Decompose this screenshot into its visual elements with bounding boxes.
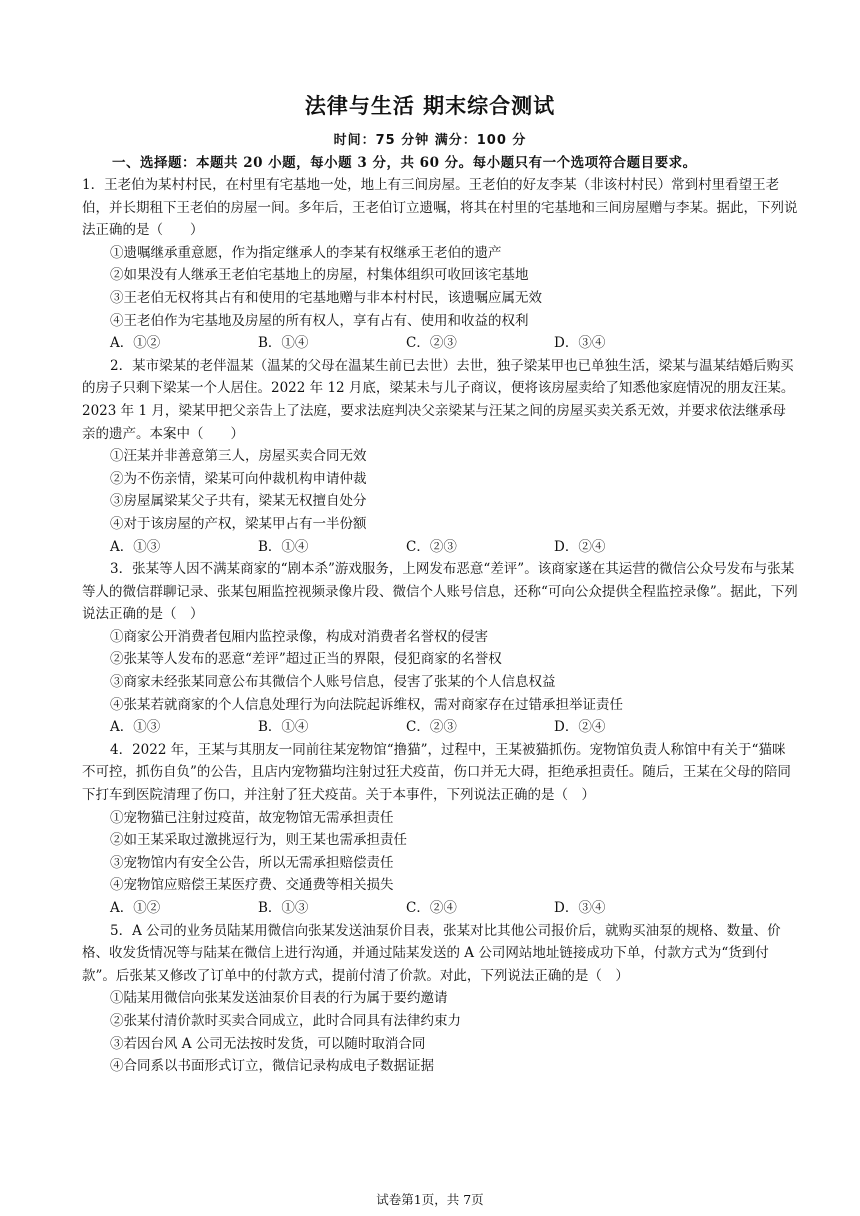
statement-3: ③宠物馆内有安全公告，所以无需承担赔偿责任 bbox=[110, 854, 394, 871]
statement-4: ④张某若就商家的个人信息处理行为向法院起诉维权，需对商家存在过错承担举证责任 bbox=[110, 696, 623, 713]
choice-c: C．②③ bbox=[406, 719, 457, 736]
statement-1: ①汪某并非善意第三人，房屋买卖合同无效 bbox=[110, 448, 367, 465]
question-stem: 4．2022 年，王某与其朋友一同前往某宠物馆“撸猫”，过程中，王某被猫抓伤。宠物馆负责人称馆中有关于“猫咪不可控，抓伤自负”的公告，且店内宠物猫均注射过狂犬疫苗，伤口并无大碍，拒绝承担责任。随后，王某在父母的陪同下打车到医院清理了伤口，并注射了狂犬疫苗。关于本事件，下列说法正确的是（ ） bbox=[82, 741, 791, 804]
statement-2: ②张某付清价款时买卖合同成立，此时合同具有法律约束力 bbox=[110, 1012, 461, 1029]
statement-3: ③王老伯无权将其占有和使用的宅基地赠与非本村村民，该遗嘱应属无效 bbox=[110, 289, 542, 306]
choice-a: A．①② bbox=[110, 900, 161, 916]
choice-a: A．①③ bbox=[110, 719, 161, 736]
statement-1: ①陆某用微信向张某发送油泵价目表的行为属于要约邀请 bbox=[110, 990, 448, 1007]
question-stem: 1．王老伯为某村村民，在村里有宅基地一处，地上有三间房屋。王老伯的好友李某（非该村村民）常到村里看望王老伯，并长期租下王老伯的房屋一间。多年后，王老伯订立遗嘱，将其在村里的宅基地和三间房屋赠与李某。据此，下列说法正确的是（ ） bbox=[82, 177, 798, 239]
question-3 bbox=[82, 558, 798, 739]
choice-d: D．③④ bbox=[554, 335, 606, 352]
statement-3: ③若因台风 A 公司无法按时发货，可以随时取消合同 bbox=[110, 1035, 426, 1052]
question-4 bbox=[82, 739, 798, 920]
answer-choices bbox=[82, 332, 798, 355]
page-footer: 试卷第1页，共 7页 bbox=[376, 1192, 484, 1207]
choice-b: B．①③ bbox=[258, 900, 309, 916]
choice-c: C．②④ bbox=[406, 900, 457, 916]
choice-d: D．②④ bbox=[554, 538, 606, 555]
answer-choices bbox=[82, 536, 798, 559]
question-list bbox=[82, 174, 798, 1078]
section-heading: 一、选择题：本题共 20 小题，每小题 3 分，共 60 分。每小题只有一个选项符合题目要求。 bbox=[112, 155, 697, 171]
answer-choices bbox=[82, 897, 798, 920]
statement-4: ④王老伯作为宅基地及房屋的所有权人，享有占有、使用和收益的权利 bbox=[110, 312, 529, 329]
choice-b: B．①④ bbox=[258, 335, 309, 352]
question-2 bbox=[82, 355, 798, 558]
statement-1: ①商家公开消费者包厢内监控录像，构成对消费者名誉权的侵害 bbox=[110, 628, 488, 645]
question-stem: 5．A 公司的业务员陆某用微信向张某发送油泵价目表，张某对比其他公司报价后，就购买油泵的规格、数量、价格、收发货情况等与陆某在微信上进行沟通，并通过陆某发送的 A 公司网站地址链接成功下单，付款方式为“货到付款”。后张某又修改了订单中的付款方式，提前付清了价款。对此，下列说法正确的是（ ） bbox=[82, 922, 781, 984]
question-stem: 3．张某等人因不满某商家的“剧本杀”游戏服务，上网发布恶意“差评”。该商家遂在其运营的微信公众号发布与张某等人的微信群聊记录、张某包厢监控视频录像片段、微信个人账号信息，还称“可向公众提供全程监控录像”。据此，下列说法正确的是（ ） bbox=[82, 561, 798, 623]
question-1 bbox=[82, 174, 798, 355]
statement-4: ④宠物馆应赔偿王某医疗费、交通费等相关损失 bbox=[110, 877, 394, 894]
statement-4: ④对于该房屋的产权，梁某甲占有一半份额 bbox=[110, 515, 367, 532]
choice-d: D．③④ bbox=[554, 900, 606, 916]
statement-1: ①遗嘱继承重意愿，作为指定继承人的李某有权继承王老伯的遗产 bbox=[110, 244, 502, 261]
choice-b: B．①④ bbox=[258, 719, 309, 736]
statement-2: ②为不伤亲情，梁某可向仲裁机构申请仲裁 bbox=[110, 470, 367, 487]
choice-d: D．②④ bbox=[554, 719, 606, 736]
statement-3: ③商家未经张某同意公布其微信个人账号信息，侵害了张某的个人信息权益 bbox=[110, 674, 556, 691]
statement-2: ②张某等人发布的恶意“差评”超过正当的界限，侵犯商家的名誉权 bbox=[110, 651, 502, 668]
choice-a: A．①③ bbox=[110, 538, 161, 555]
statement-1: ①宠物猫已注射过疫苗，故宠物馆无需承担责任 bbox=[110, 809, 394, 826]
page-title: 法律与生活 期末综合测试 bbox=[304, 94, 556, 118]
question-5 bbox=[82, 920, 798, 1078]
statement-2: ②如王某采取过激挑逗行为，则王某也需承担责任 bbox=[110, 832, 407, 849]
question-stem: 2．某市梁某的老伴温某（温某的父母在温某生前已去世）去世，独子梁某甲也已单独生活，梁某与温某结婚后购买的房子只剩下梁某一个人居住。2022 年 12 月底，梁某未与儿子商议，便将该房屋卖给了知悉他家庭情况的朋友汪某。2023 年 1 月，梁某甲把父亲告上了法庭，要求法庭判决父亲梁某与汪某之间的房屋买卖关系无效，并要求依法继承母亲的遗产。本案中（ ） bbox=[82, 357, 795, 442]
statement-3: ③房屋属梁某父子共有，梁某无权擅自处分 bbox=[110, 493, 367, 510]
choice-b: B．①④ bbox=[258, 538, 309, 555]
choice-c: C．②③ bbox=[406, 335, 457, 352]
choice-a: A．①② bbox=[110, 335, 161, 352]
statement-2: ②如果没有人继承王老伯宅基地上的房屋，村集体组织可收回该宅基地 bbox=[110, 267, 529, 284]
exam-info: 时间：75 分钟 满分：100 分 bbox=[333, 133, 527, 148]
choice-c: C．②③ bbox=[406, 538, 457, 555]
answer-choices bbox=[82, 716, 798, 739]
statement-4: ④合同系以书面形式订立，微信记录构成电子数据证据 bbox=[110, 1058, 434, 1075]
